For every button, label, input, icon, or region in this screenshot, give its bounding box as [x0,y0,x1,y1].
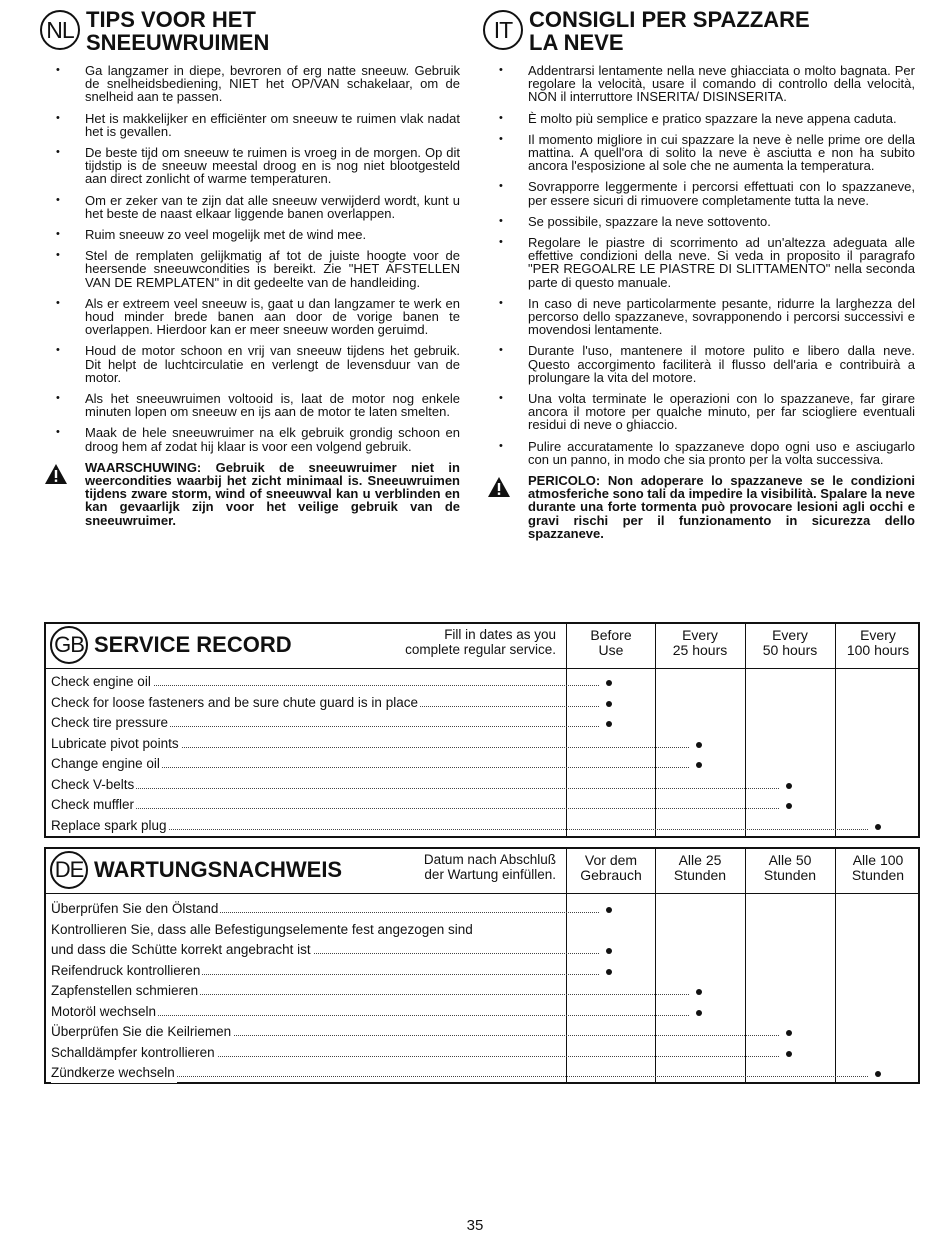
table-row [51,961,921,981]
tip-item: • Als het sneeuwruimen voltooid is, laat de motor nog enkele minuten lopen om sneeuw en ijs aan de motor te laten smelten. [40,392,460,418]
warning-block-nl [40,461,460,527]
task-label: Kontrollieren Sie, dass alle Befestigungselemente fest angezogen sind [51,920,475,940]
task-label: Check for loose fasteners and be sure chute guard is in place [51,693,420,713]
table-row [51,981,921,1001]
section-header-nl [40,8,460,60]
column-header-before-use: Before Use [590,627,632,658]
tip-item: • Regolare le piastre di scorrimento ad un'altezza adeguata alle effettive condizioni della neve. Si veda in proposito il paragrafo "PER REGOALRE LE PIASTRE DI SLITTAMENTO" nella seconda parte di questo manuale. [483,236,915,289]
interval-marker-dot [875,1071,881,1077]
table-note-gb: Fill in dates as you complete regular service. [405,627,556,657]
language-badge-it: IT [483,10,523,50]
table-row [51,734,921,754]
tip-item: • Om er zeker van te zijn dat alle sneeuw verwijderd wordt, kunt u het beste de naast elkaar liggende banen overlappen. [40,194,460,220]
task-label: Überprüfen Sie die Keilriemen [51,1022,233,1042]
interval-marker-dot [696,989,702,995]
task-label: Motoröl wechseln [51,1002,158,1022]
tip-item: • Ruim sneeuw zo veel mogelijk met de wind mee. [40,228,460,241]
interval-marker-dot [696,762,702,768]
table-row [51,795,921,815]
tip-item: • È molto più semplice e pratico spazzare la neve appena caduta. [483,112,915,125]
tip-item: • Houd de motor schoon en vrij van sneeuw tijdens het gebruik. Dit helpt de luchtcirculatie en verlengt de levensduur van de motor. [40,344,460,384]
interval-marker-dot [606,701,612,707]
interval-marker-dot [696,742,702,748]
tips-list-it [483,64,915,466]
column-header-vor-dem-gebrauch: Vor dem Gebrauch [580,852,642,883]
table-row [51,693,921,713]
warning-triangle-icon [44,463,68,485]
section-title-nl: TIPS VOOR HET SNEEUWRUIMEN [86,7,270,55]
table-row [51,775,921,795]
column-header-25-hours: Every 25 hours [672,627,728,658]
table-row [51,920,921,940]
dot-leader [51,788,779,789]
tips-section-it [483,8,915,540]
interval-marker-dot [875,824,881,830]
table-title-gb: SERVICE RECORD [94,632,292,657]
interval-marker-dot [786,803,792,809]
interval-marker-dot [786,1051,792,1057]
warning-text-it: PERICOLO: Non adoperare lo spazzaneve se le condizioni atmosferiche sono tali da impedire la visibilità. Spalare la neve durante una forte tormenta può provocare lesioni agli occhi e gravi rischi per il funzionamento in sicurezza dello spazzaneve. [528,473,915,541]
tips-section-nl [40,8,460,527]
column-header-alle-100-stunden: Alle 100 Stunden [851,852,905,883]
dot-leader [51,808,779,809]
task-label: Lubricate pivot points [51,734,181,754]
table-row [51,1043,921,1063]
service-record-table-de [44,847,920,1084]
task-label: Check tire pressure [51,713,170,733]
task-label: Change engine oil [51,754,162,774]
table-row [51,754,921,774]
table-row [51,1063,921,1083]
task-label: Zapfenstellen schmieren [51,981,200,1001]
tip-item: • Addentrarsi lentamente nella neve ghiacciata o molto bagnata. Per regolare la velocità, usare il comando di controllo della velocità, NON il interruttore INSERITA/ DISINSERITA. [483,64,915,104]
tip-item: • De beste tijd om sneeuw te ruimen is vroeg in de morgen. Op dit tijdstip is de sneeuw meestal droog en is nog niet blootgesteld aan direct zonlicht of warme temperaturen. [40,146,460,186]
tip-item: • Una volta terminate le operazioni con lo spazzaneve, far girare ancora il motore per qualche minuto, per far sciogliere eventuali residui di neve o ghiaccio. [483,392,915,432]
table-header-gb [46,624,918,669]
table-note-de: Datum nach Abschluß der Wartung einfüllen. [423,852,556,882]
tip-item: • Stel de remplaten gelijkmatig af tot de juiste hoogte voor de heersende sneeuwcondities is bereikt. Zie "HET AFSTELLEN VAN DE REMPLATEN" in dit gedeelte van de handleiding. [40,249,460,289]
table-row [51,1022,921,1042]
tip-item: • In caso di neve particolarmente pesante, ridurre la larghezza del percorso dello spazzaneve, sovrapponendo i percorsi successivi e movendosi lentamente. [483,297,915,337]
task-label: Check engine oil [51,672,153,692]
interval-marker-dot [696,1010,702,1016]
task-label: Replace spark plug [51,816,169,836]
column-header-alle-25-stunden: Alle 25 Stunden [673,852,727,883]
interval-marker-dot [786,1030,792,1036]
table-title-de: WARTUNGSNACHWEIS [94,857,343,882]
tip-item: • Se possibile, spazzare la neve sottovento. [483,215,915,228]
tip-item: • Durante l'uso, mantenere il motore pulito e libero dalla neve. Questo accorgimento faciliterà il flusso dell'aria e contribuirà a prolungare la vita del motore. [483,344,915,384]
column-header-50-hours: Every 50 hours [762,627,818,658]
table-row [51,713,921,733]
tip-item: • Als er extreem veel sneeuw is, gaat u dan langzamer te werk en houd minder brede banen aan door de vorige banen te overlappen. Hierdoor kan er meer sneeuw worden geruimd. [40,297,460,337]
tip-item: • Maak de hele sneeuwruimer na elk gebruik grondig schoon en droog hem af zodat hij klaar is voor een volgend gebruik. [40,426,460,452]
table-row [51,816,921,836]
interval-marker-dot [606,721,612,727]
warning-text-nl: WAARSCHUWING: Gebruik de sneeuwruimer niet in weercondities waarbij het zicht minimaal is. Sneeuwruimen tijdens zware storm, wind of sneeuwval kan u verblinden en kan gevaarlijk zijn voor het veilige gebruik van de sneeuwruimer. [85,459,460,528]
tips-list-nl [40,64,460,453]
interval-marker-dot [786,783,792,789]
section-title-it: CONSIGLI PER SPAZZARE LA NEVE [529,7,810,55]
table-header-de [46,849,918,894]
section-header-it [483,8,915,60]
service-record-table-gb [44,622,920,838]
column-header-alle-50-stunden: Alle 50 Stunden [763,852,817,883]
dot-leader [51,829,868,830]
language-badge-nl: NL [40,10,80,50]
warning-triangle-icon [487,476,511,498]
tip-item: • Pulire accuratamente lo spazzaneve dopo ogni uso e asciugarlo con un panno, in modo che sia pronto per la volta successiva. [483,440,915,466]
task-label: Check V-belts [51,775,136,795]
task-label: Reifendruck kontrollieren [51,961,202,981]
language-badge-de: DE [50,851,88,889]
tip-item: • Sovrapporre leggermente i percorsi effettuati con lo spazzaneve, per essere sicuri di rimuovere completamente tutta la neve. [483,180,915,206]
task-label: Zündkerze wechseln [51,1063,177,1083]
page-number: 35 [466,1217,484,1234]
tip-item: • Het is makkelijker en efficiënter om sneeuw te ruimen vlak nadat het is gevallen. [40,112,460,138]
interval-marker-dot [606,969,612,975]
task-label: Schalldämpfer kontrollieren [51,1043,217,1063]
tip-item: • Il momento migliore in cui spazzare la neve è nelle prime ore della mattina. A quell'ora di solito la neve è asciutta e non ha subito ancora l'esposizione al sole che ne aumenta la temperatura. [483,133,915,173]
interval-marker-dot [606,948,612,954]
table-row [51,672,921,692]
interval-marker-dot [606,907,612,913]
task-label: und dass die Schütte korrekt angebracht ist [51,940,313,960]
table-row [51,899,921,919]
column-header-100-hours: Every 100 hours [846,627,910,658]
interval-marker-dot [606,680,612,686]
task-label: Überprüfen Sie den Ölstand [51,899,220,919]
table-row [51,940,921,960]
tip-item: • Ga langzamer in diepe, bevroren of erg natte sneeuw. Gebruik de snelheidsbediening, NIET het OP/VAN schakelaar, om de snelheid aan te passen. [40,64,460,104]
task-label: Check muffler [51,795,136,815]
table-row [51,1002,921,1022]
language-badge-gb: GB [50,626,88,664]
warning-block-it [483,474,915,540]
